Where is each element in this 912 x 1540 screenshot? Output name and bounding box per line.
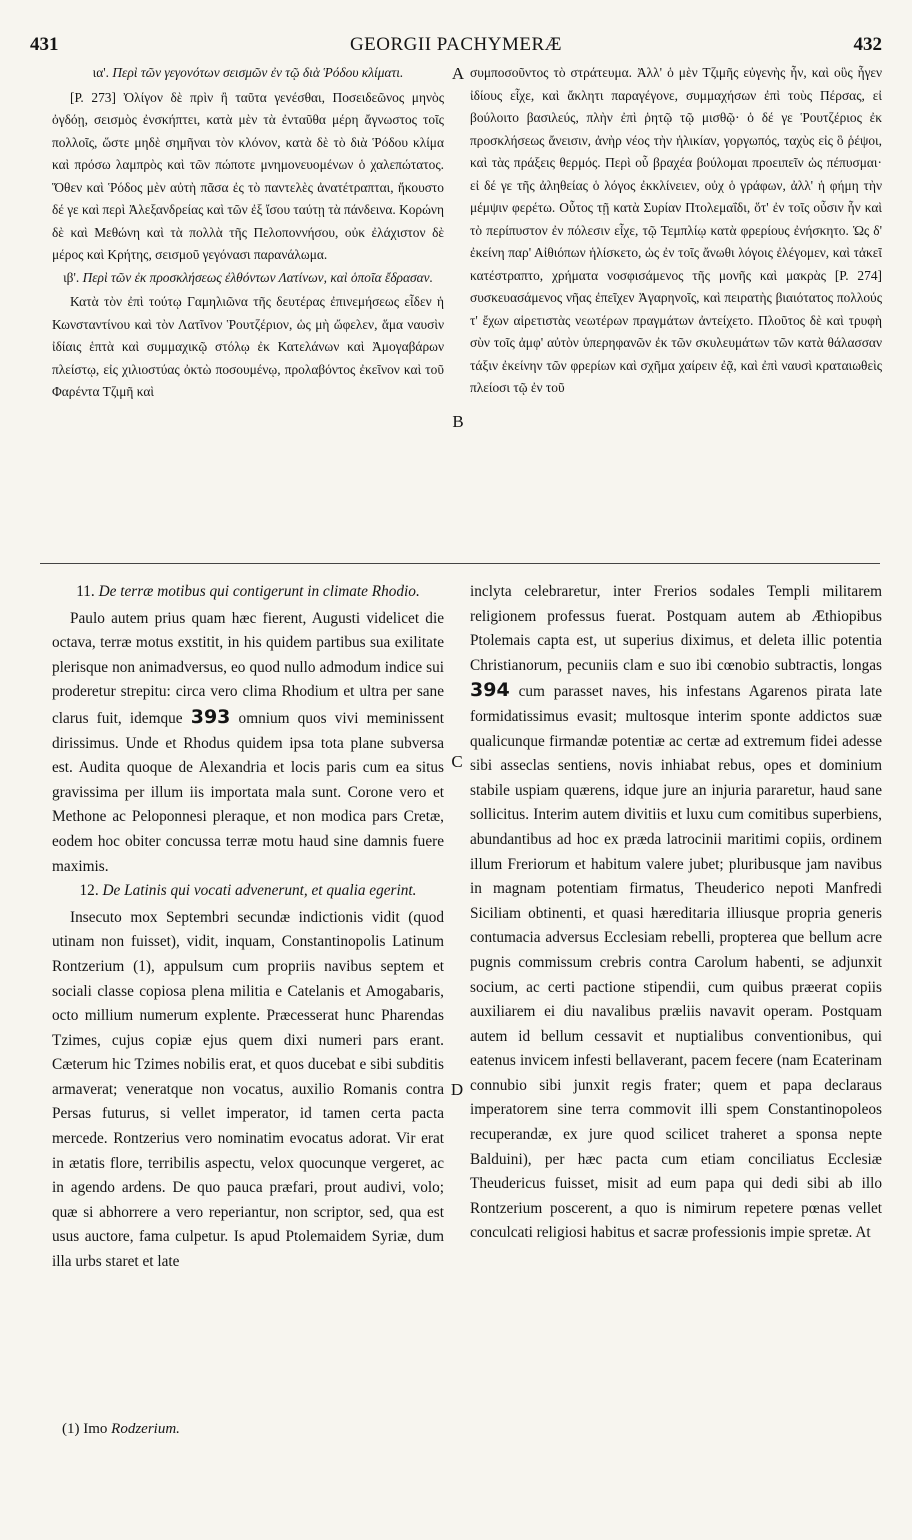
footnote (62, 1421, 180, 1438)
column-divider-rule (40, 563, 880, 564)
greek-column-right (470, 62, 882, 560)
section-heading-11-greek: ια'. Περὶ τῶν γεγονότων σεισμῶν ἐν τῷ διὰ Ῥόδου κλίματι. (92, 65, 404, 80)
margin-letter-a: A (451, 64, 465, 83)
greek-right-text-2: συσκευασάμενος νῆας ἐπεῖχεν Ἀγαρηνοῖς, καὶ πειρατὴς βιαιότατος πολλούς τ' ἔχων αἱρετιστὰς νεωτέρων πραγμάτων ἀντείχετο. Πλοῦτος δὲ καὶ τρυφὴ σὺν τοῖς ἀμφ' αὐτὸν ὑπερηφανῶν ἐκ τῶν σκυλευμάτων τῶν κατὰ θάλασσαν τάξιν ἐκείνην τῶν φρερίων καὶ σχῆμα χαίρειν ἐᾷ, καὶ ἐπὶ ναυσὶ κραταιωθεὶς πλείοσι τῷ ἐν τοῦ (470, 290, 882, 395)
greek-paragraph-1: [P. 273] Ὀλίγον δὲ πρὶν ἢ ταῦτα γενέσθαι, Ποσειδεῶνος μηνὸς ὀγδόῃ, σεισμὸς ἐνσκήπτει, κατὰ μὲν τὰ ἐνταῦθα μέρη ἄγνωστος τοῖς πολλοῖς, ὥστε μηδὲ σημῆναι τὸν κλόνον, κατὰ δὲ τὸ διὰ Ῥόδου κλίμα καὶ πρόσω λαμπρὸς καὶ τῶν πώποτε μνημονευομένων ὁ χαλεπώτατος. Ὅθεν καὶ Ῥόδος μὲν αὐτὴ πᾶσα ἐς τὸ παντελὲς ἀνατέτραπται, ἤκουστο δέ γε καὶ περὶ Ἀλεξανδρείας καὶ τῶν ἐξ ἴσου ταύτῃ τὰ πάνδεινα. Κορώνη δὲ καὶ Μεθώνη καὶ τὰ πολλὰ τῆς Πελοποννήσου, οὐκ ἐλάχιστον δὲ μέρος καὶ Κρήτης, σεισμοῦ γεγόνασι παρανάλωμα. (52, 89, 444, 262)
greek-column-left (52, 62, 444, 560)
footnote-name: Rodzerium. (111, 1421, 180, 1437)
section-heading-12-latin: 12. De Latinis qui vocati advenerunt, et qualia egerint. (79, 882, 417, 900)
greek-right-text-1: συμποσοῦντος τὸ στράτευμα. Ἀλλ' ὁ μὲν Τζιμῆς εὐγενὴς ἦν, καὶ οὓς ἦγεν ἰδίους εἶχε, καὶ ἄκλητι παραγέγονε, συμμαχήσων ἐπὶ τοὺς Πέρσας, εἰ βούλοιτο βασιλεύς, πλὴν ἐπὶ ῥητῷ τῷ μισθῷ· ὁ δέ γε Ῥουτζέριος ἐκ προσκλήσεως ἄνεισιν, ἀνὴρ νέος τὴν ἡλικίαν, γοργωπός, ταχὺς εἰς ὃ ῥέψοι, καὶ τὰς πράξεις θερμός. Περὶ οὗ βραχέα βούλομαι προειπεῖν ὡς πέπυσμαι· εἰ δέ γε τῆς ἀληθείας ὁ λόγος ἐκκλίνειεν, οὐχ ὁ γράφων, ἀλλ' ἡ φήμη τὴν μέμψιν φερέτω. Οὗτος τῇ κατὰ Συρίαν Πτολεμαΐδι, ὅτ' ἐν τοῖς οὖσιν ἦν καὶ τὸ περίπυστον ἐν πόλεσιν εἶχε, τῷ Τεμπλίῳ κατὰ φρερίους ἐνήσκητο. Ὡς δ' ἐκείνη παρ' Αἰθιόπων ἡλίσκετο, ὡς ἐν τοῖς ἄνωθι λόγοις ἐλέγομεν, καὶ τἀκεῖ κατέστραπτο, χρήματα νοσφισάμενος τῆς μονῆς καὶ μακρὰς (470, 65, 882, 283)
section-heading-12-greek: ιβ'. Περὶ τῶν ἐκ προσκλήσεως ἐλθόντων Λατίνων, καὶ ὁποῖα ἔδρασαν. (63, 269, 433, 285)
page-number-right: 432 (853, 34, 882, 55)
latin-paragraph-1: Paulo autem prius quam hæc fierent, Augusti videlicet die octava, terræ motus exstitit, in his quidem partibus sua exilitate plerisque non animadversus, eo quod nullo admodum indice sui proderetur strepitu: circa vero clima Rhodium et ultra per sane clarus fuit, idemque 393 omnium quos vivi meminissent dirissimus. Unde et Rhodus quidem ipsa tota plane subversa est. Audita quoque de Alexandria et locis paris cum ea situs gravissima per illum iis importata mala sunt. Corone vero et Methone ac Peloponnesi pleraque, et non modica pars Cretæ, eodem hoc obiter concussa terræ motu haud sine damnis fuere maximis. (52, 609, 444, 875)
running-title: GEORGII PACHYMERÆ (349, 34, 563, 55)
latin-paragraph-2: Insecuto mox Septembri secundæ indictionis vidit (quod utinam non fuisset), vidit, inquam, Constantinopolis Latinum Rontzerium (1), appulsum cum propriis navibus septem et sociali classe copiosa plena militia e Catelanis et Amogabaris, octo millium numerum explente. Præcesserat hunc Pharendas Tzimes, cujus copiæ ejus quem dixi numeri pars erant. Cæterum hic Tzimes nobilis erat, et quos ducebat e sibi subditis armaverat; veneratque non vocatus, auxilio Romanis contra Persas futurus, si vellet imperator, id tamen certa pacta mercede. Rontzerius vero nominatim evocatus adorat. Vir erat in ætatis flore, terribilis aspectu, velox quocunque vergeret, ac in agendo ardens. De quo pauca præfari, prout audivi, volo; quæ si abhorrere a vero reperiantur, non scriptor, sed, qua est usus auctore, fama culpetur. Is apud Ptolemaidem Syriæ, dum illa urbs staret et late (52, 908, 444, 1271)
margin-letter-c: C (451, 752, 463, 771)
greek-paragraph-2: Κατὰ τὸν ἐπὶ τούτῳ Γαμηλιῶνα τῆς δευτέρας ἐπινεμήσεως εἶδεν ἡ Κωνσταντίνου καὶ τὸν Λατῖνον Ῥουτζέριον, ὡς μὴ ὤφελεν, ἅμα ναυσὶν ἰδίαις ἑπτὰ καὶ συμμαχικῷ στόλῳ ἐκ Κατελάνων καὶ Ἀμογαβάρων πλείστῳ, εἰς χιλιοστύας ὀκτὼ ποσουμένῳ, προλαβόντος ἐκεῖνον καὶ τοῦ Φαρέντα Τζιμῆ καὶ (52, 294, 444, 399)
margin-letter-b: B (452, 412, 464, 431)
page-marker-393: 393 (190, 705, 231, 728)
page-number-left: 431 (30, 34, 59, 55)
page-header (30, 34, 882, 60)
footnote-number: (1) Imo (62, 1421, 108, 1437)
margin-letter-d: D (450, 1080, 464, 1099)
section-heading-11-latin: 11. De terræ motibus qui contigerunt in climate Rhodio. (76, 583, 420, 600)
latin-column-right (470, 580, 882, 1395)
page-marker-274: [P. 274] (834, 267, 882, 283)
latin-column-left (52, 580, 444, 1395)
page-marker-394: 394 (470, 679, 510, 702)
latin-right-paragraph: inclyta celebraretur, inter Frerios sodales Templi militarem religionem professus fuerat. Postquam autem ab Æthiopibus Ptolemais capta est, ut superius diximus, et deleta illic potentia Christianorum, pecuniis clam e suo ibi cœnobio subtractis, longas 394 cum parasset naves, his infestans Agarenos pirata late formidatissimus evasit; multosque interim sponte addictos suæ qualicunque firmandæ potentiæ ac certæ ad extremum fidei adesse sibi asseclas sentiens, novis inhiabat rebus, opes et dominium stabile uspiam quærens, idque jure an injuria pararetur, haud sane sollicitus. Interim autem divitiis et luxu cum comitibus superbiens, abundantibus ad hoc ex præda latrocinii maritimi copiis, ordinem illum Freriorum et habitum valere jubet; pluribusque jam navibus in magnam potentiam firmatus, Theuderico nepoti Manfredi Siciliam obtinenti, et quasi hæreditaria illiusque propria generis contumacia adversus Ecclesiam rebelli, propterea que bellum acre pugnis commissum crebris contra Carolum habenti, se adjunxit socium, ac certi pactione stipendii, cum quibus præerat copiis auxiliarem ei diu navalibus præliis navavit operam. Postquam autem id bellum cessavit et nuptialibus conventionibus, qui eatenus invicem infesti bellaverant, pacem fecere (nam Ecaterinam connubio sibi junxit regis frater; quem et papa declaraus imperatorem sine terra commovit illi spem Constantinopoleos recuperandæ, ex jure quod scilicet traheret a sponsa nepte Balduini), per hæc pacta cum etiam conciliatus Ecclesiæ Theudericus fuisset, misit ad eum papa qui dedi sibi ab illo Rontzerium poscerent, a quo is nimirum repetere pœnas vellet conculcati religiosi habitus et sacræ professionis impie spretæ. At (470, 583, 882, 1242)
